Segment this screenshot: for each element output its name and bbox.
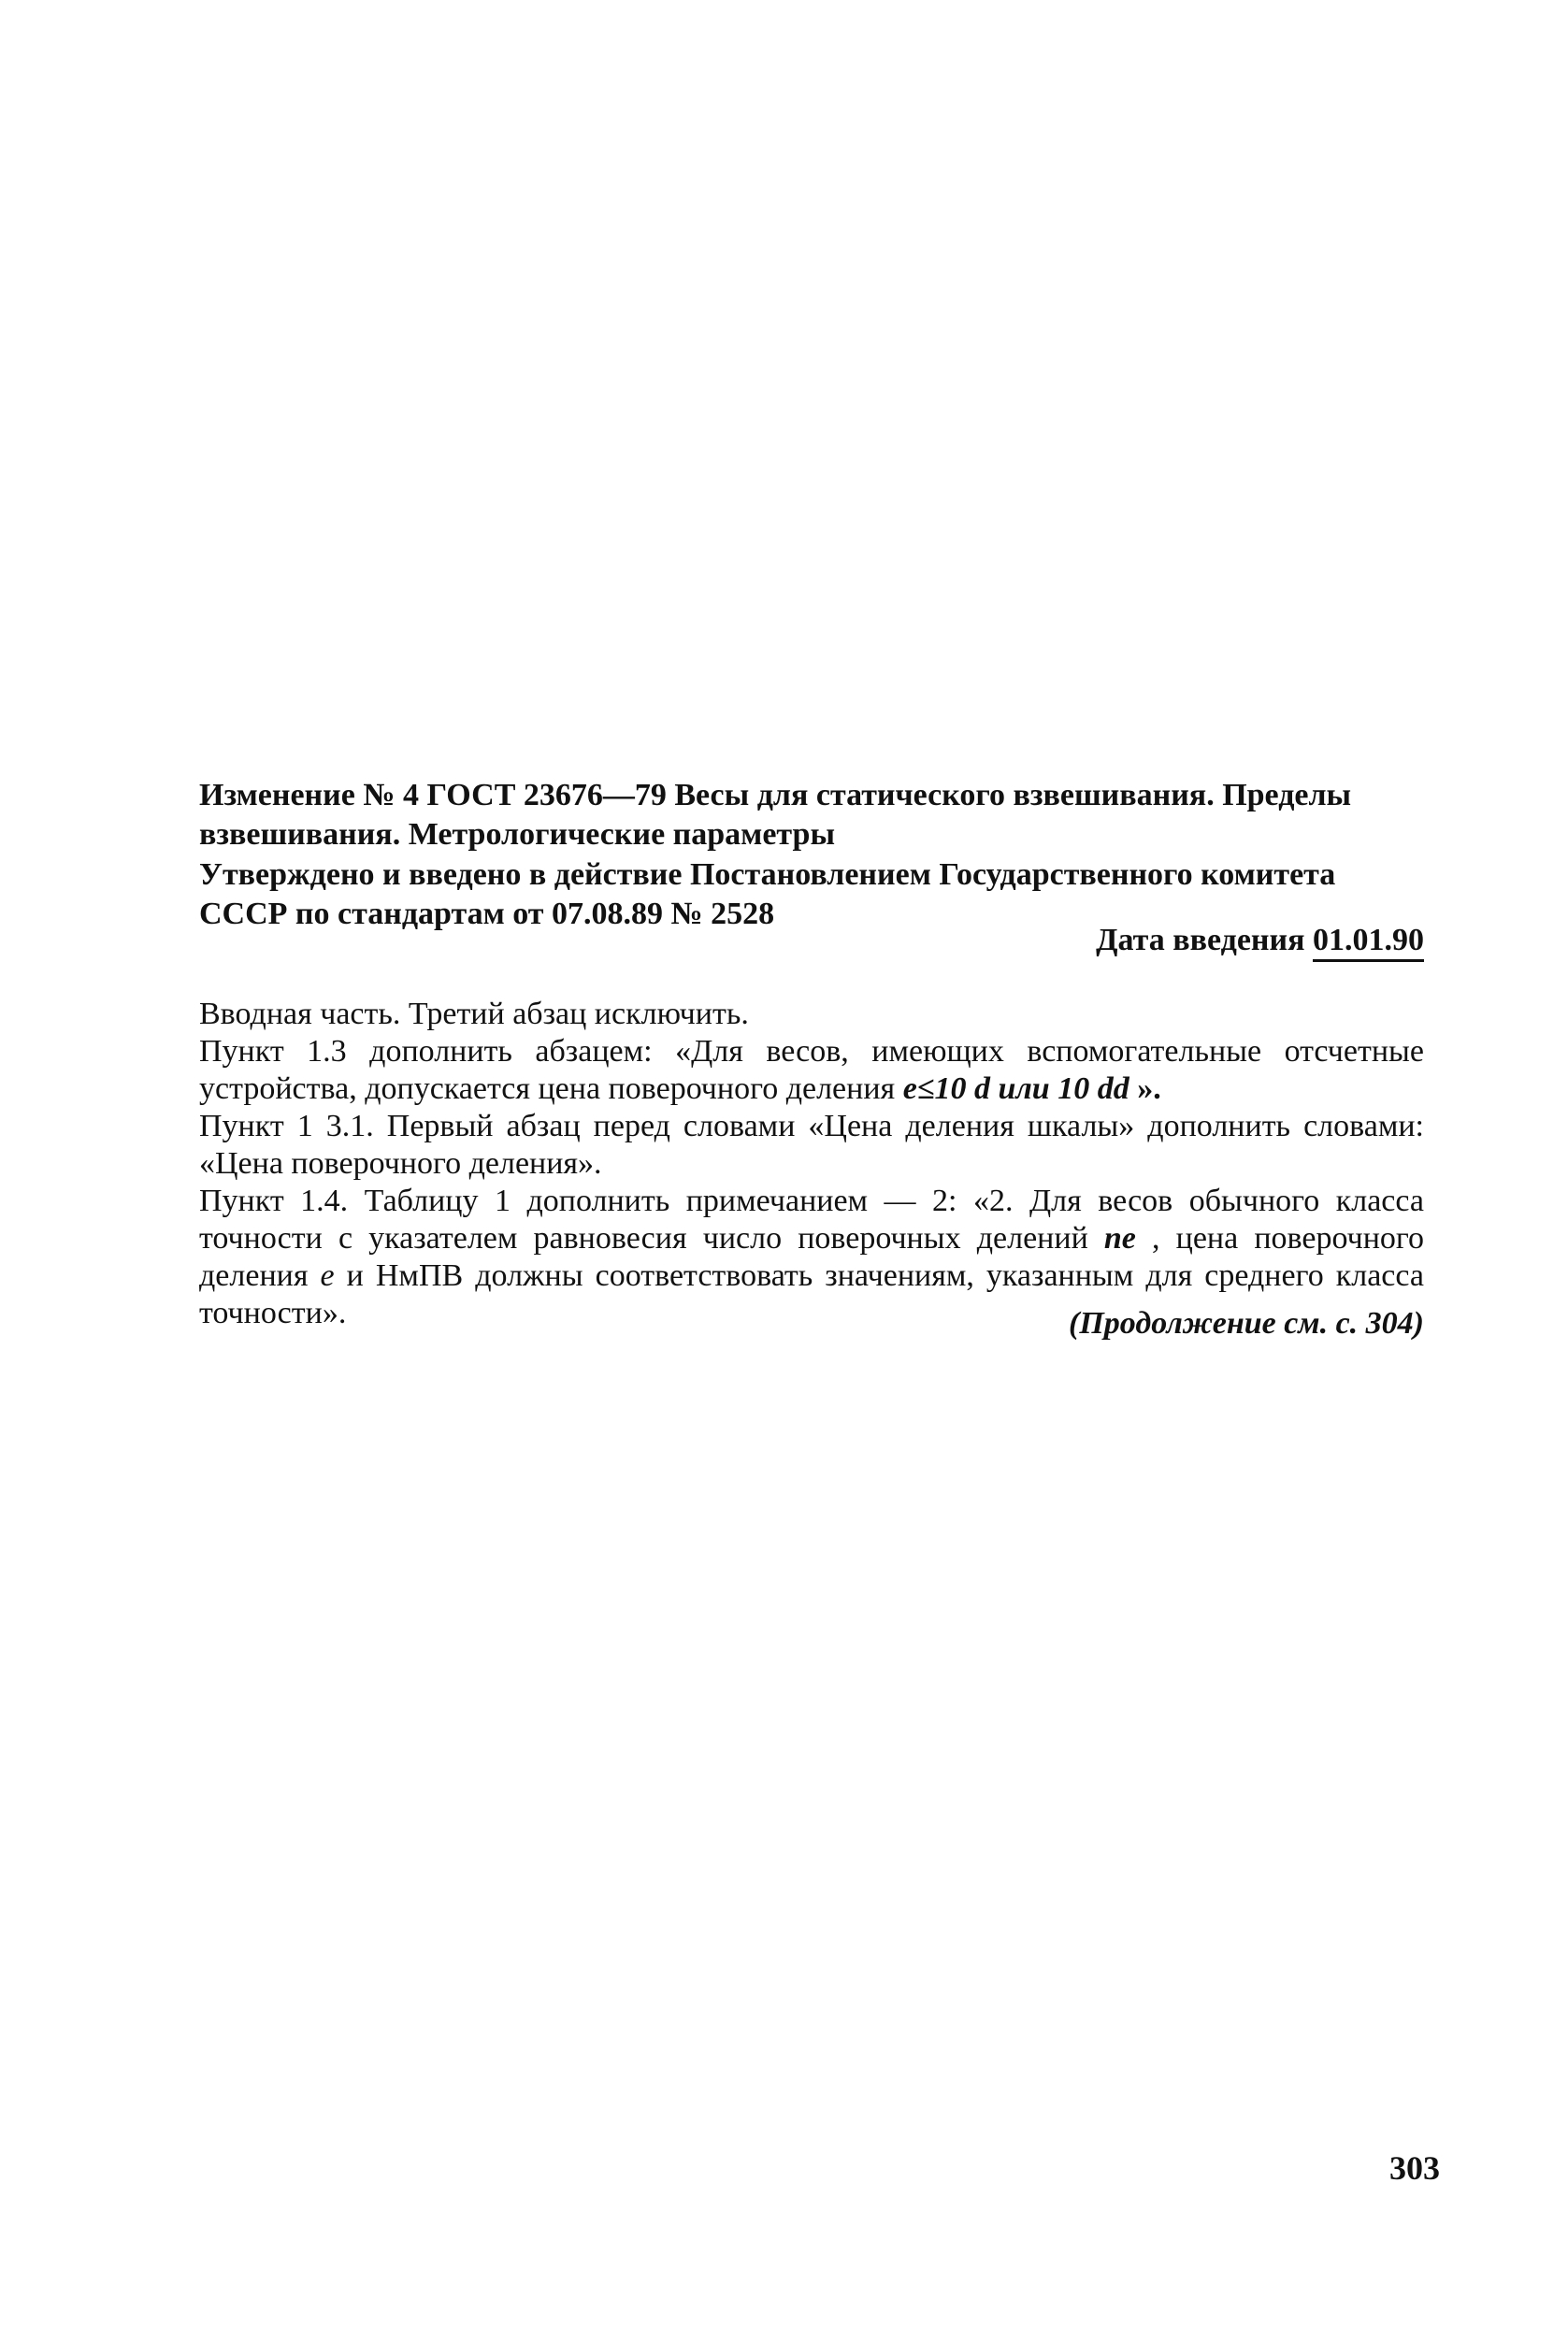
document-title xyxy=(199,776,1424,855)
variable-ne: ne xyxy=(1103,1221,1136,1256)
paragraph-item-1-3-text: Пункт 1.3 дополнить абзацем: «Для весов, имеющих вспомогательные отсчетные устройства, допускается цена поверочного деления xyxy=(199,1034,1424,1106)
effective-date-value: 01.01.90 xyxy=(1313,923,1424,962)
paragraph-item-1-3-1 xyxy=(199,1108,1424,1183)
paragraph-item-1-4-mid: , цена поверочного деления xyxy=(199,1221,1424,1293)
paragraph-item-1-3-end: ». xyxy=(1129,1071,1161,1106)
title-line-2: взвешивания. Метрологические параметры xyxy=(199,817,835,852)
approval-line-2: СССР по стандартам от 07.08.89 № 2528 xyxy=(199,897,775,931)
formula-e-10d: e≤10 d или 10 dd xyxy=(902,1071,1129,1106)
paragraph-intro xyxy=(199,996,1424,1033)
title-line-1: Изменение № 4 ГОСТ 23676—79 Весы для статического взвешивания. Пределы xyxy=(199,778,1352,812)
variable-e: e xyxy=(320,1258,335,1293)
approval-line-1: Утверждено и введено в действие Постановлением Государственного комитета xyxy=(199,857,1336,892)
effective-date-label: Дата введения xyxy=(1096,923,1305,957)
page-number: 303 xyxy=(1389,2149,1440,2187)
document-body xyxy=(199,996,1424,1332)
paragraph-item-1-3-1-text: Пункт 1 3.1. Первый абзац перед словами «Цена деления шкалы» дополнить словами: «Цена поверочного деления». xyxy=(199,1109,1424,1181)
paragraph-item-1-4-text: Пункт 1.4. Таблицу 1 дополнить примечанием — 2: «2. Для весов обычного класса точности с указателем равновесия число поверочных делений xyxy=(199,1184,1424,1256)
paragraph-item-1-3 xyxy=(199,1033,1424,1108)
effective-date-line xyxy=(199,921,1424,960)
paragraph-intro-text: Вводная часть. Третий абзац исключить. xyxy=(199,997,749,1031)
continuation-note: (Продолжение см. с. 304) xyxy=(1069,1306,1424,1341)
paragraph-item-1-4-end: и НмПВ должны соответствовать значениям, указанным для среднего класса точности». xyxy=(199,1258,1424,1330)
